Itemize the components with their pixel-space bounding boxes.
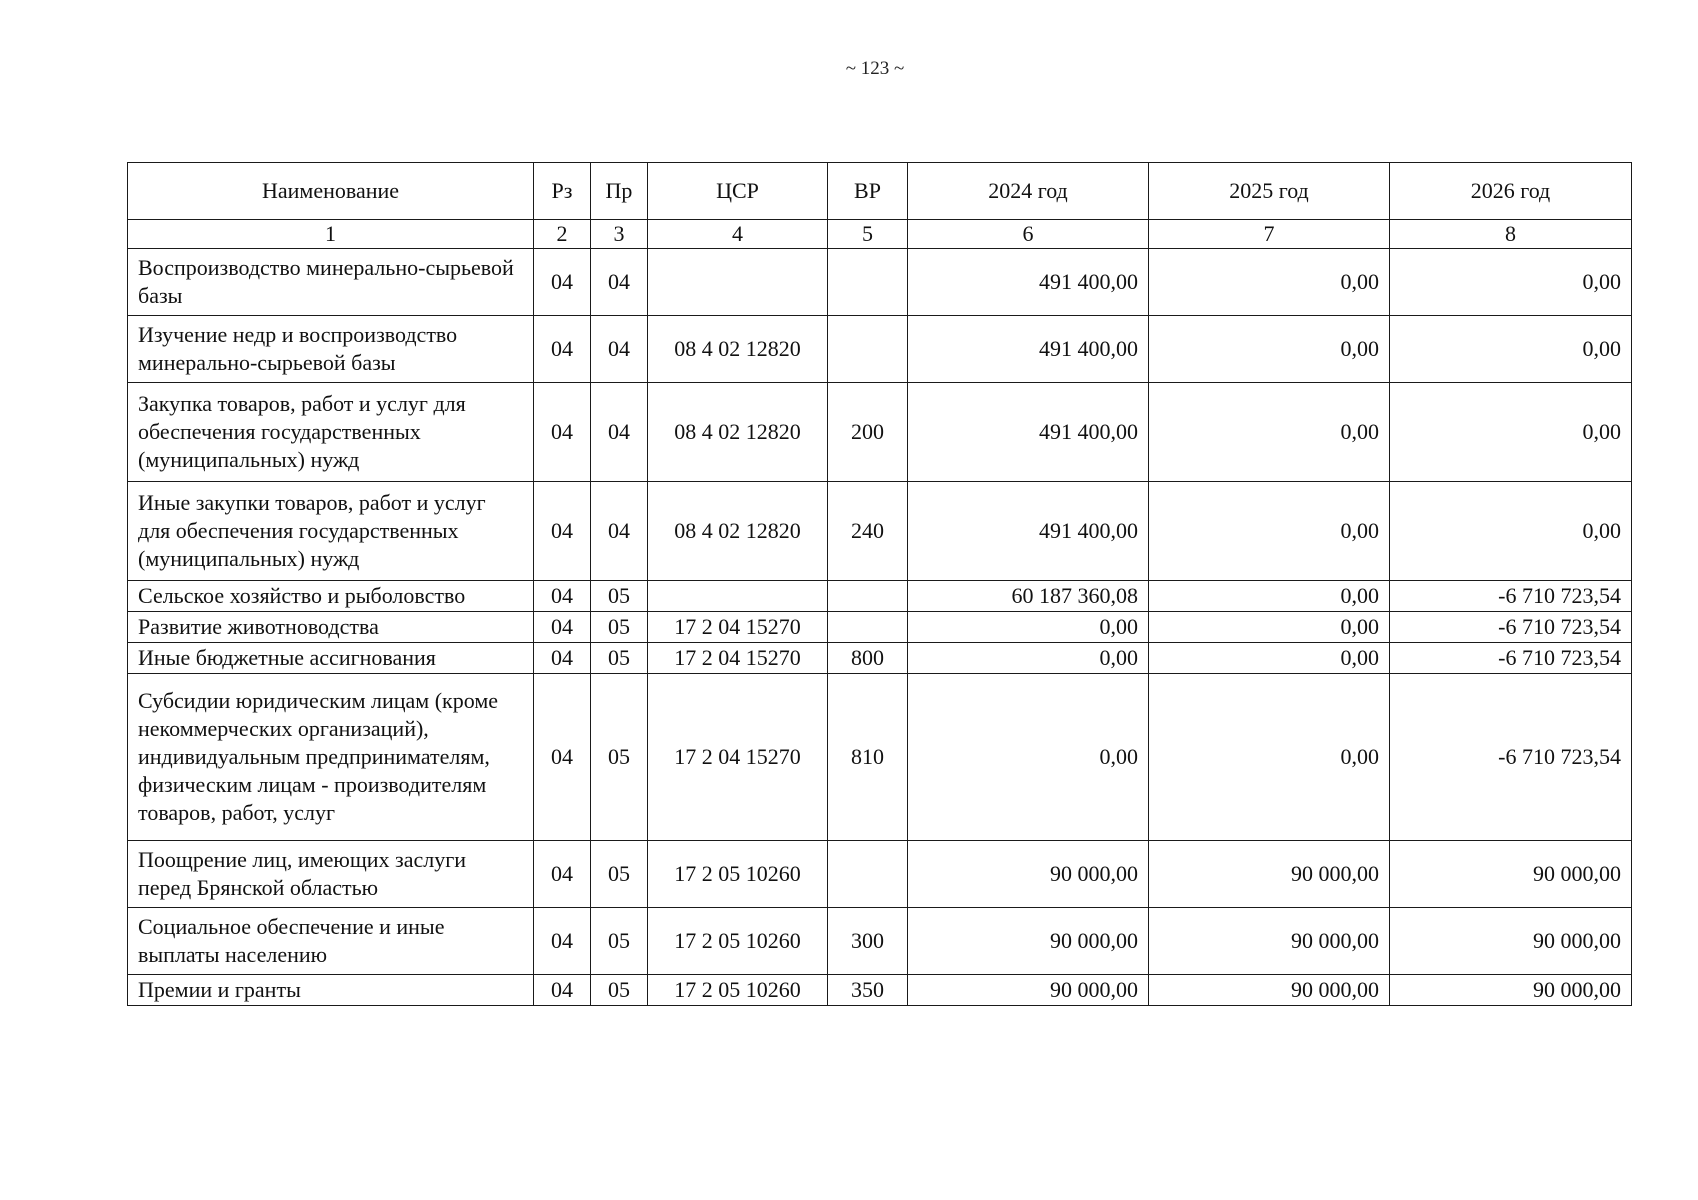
row-pr: 05	[591, 643, 648, 674]
row-2025: 0,00	[1149, 482, 1390, 581]
header-csr: ЦСР	[648, 163, 828, 220]
row-csr: 17 2 05 10260	[648, 975, 828, 1006]
row-vr	[828, 612, 908, 643]
row-pr: 05	[591, 674, 648, 841]
row-vr	[828, 841, 908, 908]
row-csr: 08 4 02 12820	[648, 316, 828, 383]
row-2025: 0,00	[1149, 612, 1390, 643]
row-vr	[828, 316, 908, 383]
row-csr: 17 2 04 15270	[648, 674, 828, 841]
header-2026: 2026 год	[1390, 163, 1632, 220]
row-vr	[828, 249, 908, 316]
row-rz: 04	[534, 908, 591, 975]
header-2025: 2025 год	[1149, 163, 1390, 220]
row-csr: 17 2 05 10260	[648, 841, 828, 908]
row-2025: 0,00	[1149, 643, 1390, 674]
row-rz: 04	[534, 316, 591, 383]
row-csr: 08 4 02 12820	[648, 482, 828, 581]
table-row	[128, 581, 1632, 612]
row-2025: 90 000,00	[1149, 975, 1390, 1006]
row-2026: -6 710 723,54	[1390, 643, 1632, 674]
row-2026: 90 000,00	[1390, 908, 1632, 975]
column-number-row	[128, 220, 1632, 249]
row-name: Премии и гранты	[128, 975, 534, 1006]
column-number: 4	[648, 220, 828, 249]
row-pr: 05	[591, 581, 648, 612]
row-name: Иные закупки товаров, работ и услуг для обеспечения государственных (муниципальных) нужд	[128, 482, 534, 581]
row-2026: 0,00	[1390, 482, 1632, 581]
table-row	[128, 674, 1632, 841]
row-name: Закупка товаров, работ и услуг для обеспечения государственных (муниципальных) нужд	[128, 383, 534, 482]
row-vr: 350	[828, 975, 908, 1006]
column-number: 8	[1390, 220, 1632, 249]
row-pr: 05	[591, 908, 648, 975]
row-2024: 90 000,00	[908, 908, 1149, 975]
row-2025: 90 000,00	[1149, 841, 1390, 908]
table-row	[128, 482, 1632, 581]
row-2026: -6 710 723,54	[1390, 581, 1632, 612]
table-row	[128, 249, 1632, 316]
row-2026: -6 710 723,54	[1390, 612, 1632, 643]
table-row	[128, 908, 1632, 975]
header-pr: Пр	[591, 163, 648, 220]
budget-table	[127, 162, 1632, 1006]
row-name: Сельское хозяйство и рыболовство	[128, 581, 534, 612]
row-2026: 0,00	[1390, 249, 1632, 316]
row-rz: 04	[534, 841, 591, 908]
row-2024: 491 400,00	[908, 316, 1149, 383]
row-csr: 17 2 04 15270	[648, 612, 828, 643]
column-number: 5	[828, 220, 908, 249]
row-name: Изучение недр и воспроизводство минерально-сырьевой базы	[128, 316, 534, 383]
row-csr	[648, 249, 828, 316]
table-row	[128, 383, 1632, 482]
header-name: Наименование	[128, 163, 534, 220]
header-vr: ВР	[828, 163, 908, 220]
column-number: 7	[1149, 220, 1390, 249]
page-number: ~ 123 ~	[845, 58, 905, 79]
row-pr: 05	[591, 612, 648, 643]
row-2025: 0,00	[1149, 581, 1390, 612]
row-rz: 04	[534, 612, 591, 643]
row-2026: 0,00	[1390, 316, 1632, 383]
header-row	[128, 163, 1632, 220]
row-2024: 90 000,00	[908, 841, 1149, 908]
row-rz: 04	[534, 975, 591, 1006]
row-pr: 05	[591, 975, 648, 1006]
row-2024: 90 000,00	[908, 975, 1149, 1006]
column-number: 3	[591, 220, 648, 249]
row-rz: 04	[534, 383, 591, 482]
table-row	[128, 643, 1632, 674]
row-2026: 0,00	[1390, 383, 1632, 482]
column-number: 6	[908, 220, 1149, 249]
row-pr: 04	[591, 249, 648, 316]
row-pr: 04	[591, 383, 648, 482]
row-rz: 04	[534, 643, 591, 674]
row-name: Субсидии юридическим лицам (кроме некоммерческих организаций), индивидуальным предпринимателям, физическим лицам - производителям товаров, работ, услуг	[128, 674, 534, 841]
row-name: Иные бюджетные ассигнования	[128, 643, 534, 674]
row-2024: 491 400,00	[908, 249, 1149, 316]
header-rz: Рз	[534, 163, 591, 220]
row-vr	[828, 581, 908, 612]
row-pr: 04	[591, 482, 648, 581]
row-2025: 90 000,00	[1149, 908, 1390, 975]
row-vr: 240	[828, 482, 908, 581]
table-row	[128, 316, 1632, 383]
row-2024: 0,00	[908, 674, 1149, 841]
row-vr: 800	[828, 643, 908, 674]
row-rz: 04	[534, 674, 591, 841]
row-2025: 0,00	[1149, 383, 1390, 482]
row-rz: 04	[534, 249, 591, 316]
row-pr: 05	[591, 841, 648, 908]
row-2025: 0,00	[1149, 249, 1390, 316]
header-2024: 2024 год	[908, 163, 1149, 220]
row-2024: 60 187 360,08	[908, 581, 1149, 612]
row-2025: 0,00	[1149, 674, 1390, 841]
row-vr: 300	[828, 908, 908, 975]
column-number: 1	[128, 220, 534, 249]
row-2025: 0,00	[1149, 316, 1390, 383]
column-number: 2	[534, 220, 591, 249]
row-2024: 491 400,00	[908, 482, 1149, 581]
row-2026: 90 000,00	[1390, 975, 1632, 1006]
row-2024: 0,00	[908, 643, 1149, 674]
row-csr: 08 4 02 12820	[648, 383, 828, 482]
row-csr: 17 2 04 15270	[648, 643, 828, 674]
row-2026: 90 000,00	[1390, 841, 1632, 908]
row-2024: 491 400,00	[908, 383, 1149, 482]
table-row	[128, 975, 1632, 1006]
row-pr: 04	[591, 316, 648, 383]
row-csr: 17 2 05 10260	[648, 908, 828, 975]
table-row	[128, 612, 1632, 643]
row-name: Воспроизводство минерально-сырьевой базы	[128, 249, 534, 316]
row-name: Социальное обеспечение и иные выплаты населению	[128, 908, 534, 975]
row-csr	[648, 581, 828, 612]
table-row	[128, 841, 1632, 908]
row-2024: 0,00	[908, 612, 1149, 643]
row-name: Поощрение лиц, имеющих заслуги перед Брянской областью	[128, 841, 534, 908]
row-rz: 04	[534, 581, 591, 612]
row-rz: 04	[534, 482, 591, 581]
row-name: Развитие животноводства	[128, 612, 534, 643]
row-2026: -6 710 723,54	[1390, 674, 1632, 841]
row-vr: 200	[828, 383, 908, 482]
row-vr: 810	[828, 674, 908, 841]
